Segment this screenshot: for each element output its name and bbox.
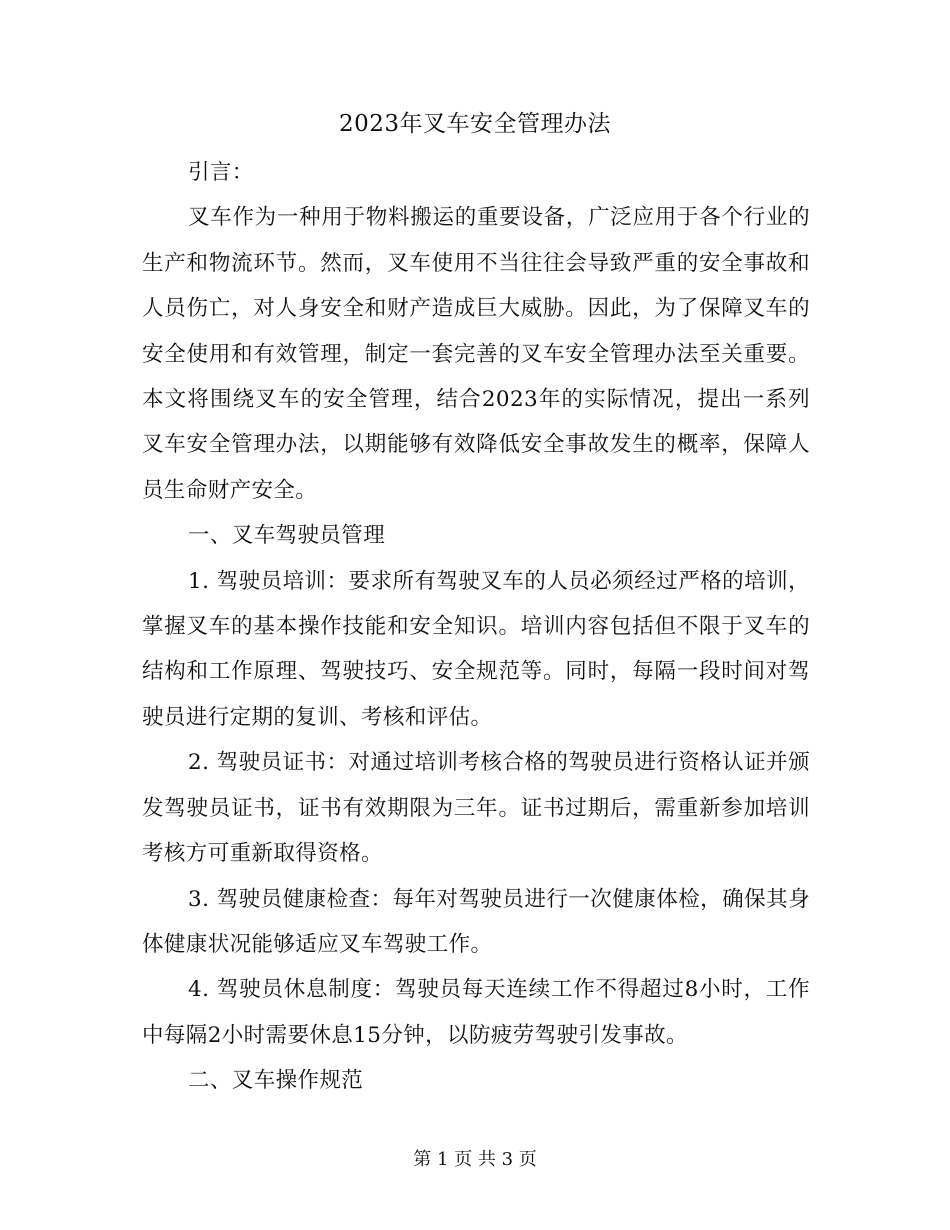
- item-driver-certificate: 2. 驾驶员证书：对通过培训考核合格的驾驶员进行资格认证并颁发驾驶员证书，证书有效期限为三年。证书过期后，需重新参加培训考核方可重新取得资格。: [142, 750, 810, 867]
- item-driver-health-check: 3. 驾驶员健康检查：每年对驾驶员进行一次健康体检，确保其身体健康状况能够适应叉车驾驶工作。: [142, 886, 810, 957]
- intro-paragraph: 叉车作为一种用于物料搬运的重要设备，广泛应用于各个行业的生产和物流环节。然而，叉车使用不当往往会导致严重的安全事故和人员伤亡，对人身安全和财产造成巨大威胁。因此，为了保障叉车的安全使用和有效管理，制定一套完善的叉车安全管理办法至关重要。本文将围绕叉车的安全管理，结合2023年的实际情况，提出一系列叉车安全管理办法，以期能够有效降低安全事故发生的概率，保障人员生命财产安全。: [142, 205, 810, 503]
- item-driver-rest-policy: 4. 驾驶员休息制度：驾驶员每天连续工作不得超过8小时，工作中每隔2小时需要休息15分钟，以防疲劳驾驶引发事故。: [142, 977, 810, 1048]
- item-driver-training: 1. 驾驶员培训：要求所有驾驶叉车的人员必须经过严格的培训，掌握叉车的基本操作技能和安全知识。培训内容包括但不限于叉车的结构和工作原理、驾驶技巧、安全规范等。同时，每隔一段时间对驾驶员进行定期的复训、考核和评估。: [142, 568, 810, 730]
- section-heading-operation-rules: 二、叉车操作规范: [188, 1068, 364, 1094]
- page-footer: 第 1 页 共 3 页: [413, 1149, 537, 1170]
- intro-heading: 引言：: [188, 160, 254, 185]
- document-body: [142, 150, 810, 1104]
- section-heading-driver-management: 一、叉车驾驶员管理: [188, 523, 386, 549]
- document-title: 2023年叉车安全管理办法: [338, 111, 612, 137]
